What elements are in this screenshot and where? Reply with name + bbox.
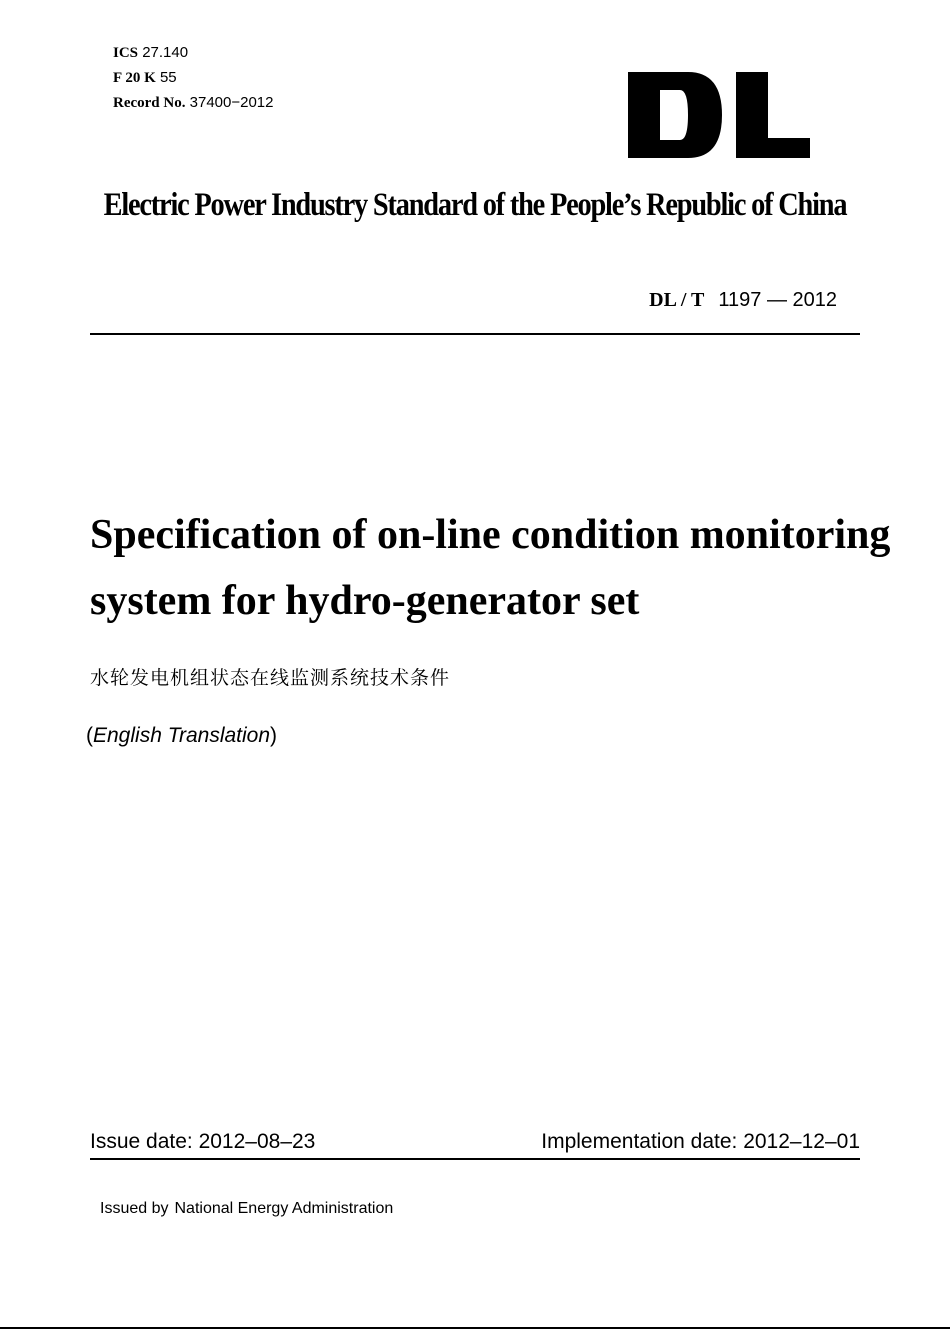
translation-close-paren: ): [270, 724, 278, 747]
ics-code: [113, 44, 188, 62]
record-number: [113, 94, 274, 112]
header-divider: [90, 333, 860, 335]
standard-year-number: 1197 — 2012: [718, 289, 837, 311]
document-title-line-2: system for hydro-generator set: [90, 578, 640, 624]
document-title-line-1: Specification of on-line condition monitoring: [90, 512, 891, 558]
issuer-label: Issued by: [100, 1200, 169, 1217]
implementation-date: Implementation date: 2012‒12‒01: [541, 1130, 860, 1153]
standard-number: [649, 287, 837, 313]
standard-code: DL / T: [649, 289, 705, 311]
ics-label: ICS: [113, 45, 139, 61]
chinese-title: 水轮发电机组状态在线监测系统技术条件: [90, 667, 451, 689]
page-bottom-rule: [0, 1327, 950, 1329]
translation-text: English Translation: [93, 724, 271, 747]
translation-open-paren: (: [86, 724, 93, 747]
footer-divider: [90, 1158, 860, 1160]
masthead-title: Electric Power Industry Standard of the People’s Republic of China: [103, 187, 847, 223]
ccs-label: F 20 K: [113, 70, 156, 86]
issuer-name: National Energy Administration: [174, 1200, 394, 1217]
issuer: [100, 1198, 393, 1220]
ics-value: 27.140: [142, 44, 189, 61]
translation-note: [86, 721, 277, 751]
record-label: Record No.: [113, 95, 186, 111]
issue-date: Issue date: 2012‒08‒23: [90, 1130, 316, 1153]
ccs-code: [113, 69, 177, 87]
record-value: 37400−2012: [189, 94, 274, 111]
dl-logo: [626, 70, 812, 160]
ccs-value: 55: [159, 69, 177, 86]
